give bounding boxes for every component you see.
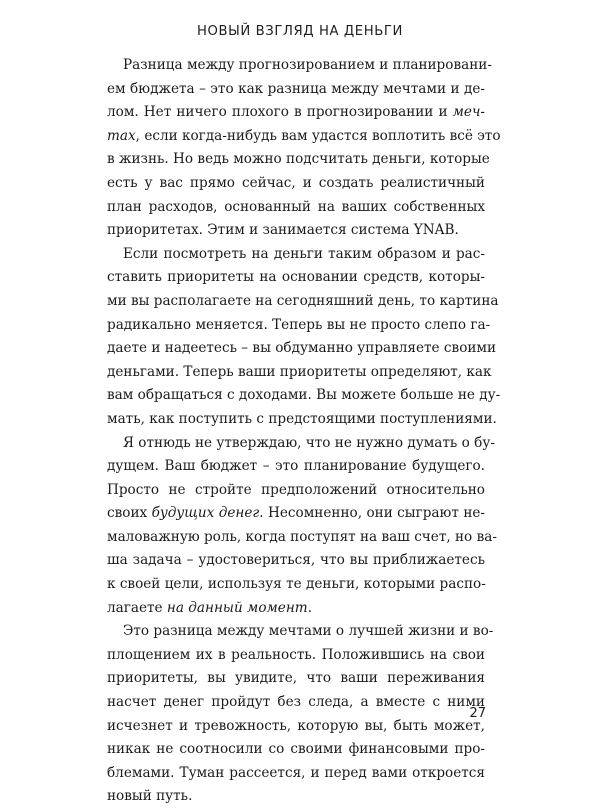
italic-text: тах	[107, 127, 136, 144]
text-line	[107, 148, 490, 172]
body-text	[107, 54, 501, 809]
text-segment: Если посмотреть на деньги таким образом и рас-	[123, 245, 485, 262]
text-segment: приоритеты, вы увидите, что ваши переживания	[107, 670, 485, 687]
text-line	[107, 691, 485, 715]
italic-text: меч-	[452, 104, 485, 121]
text-line	[107, 408, 497, 432]
text-line	[107, 54, 492, 78]
text-segment: Разница между прогнозированием и планировани-	[123, 57, 492, 73]
italic-text: будущих денег	[151, 505, 260, 522]
text-segment: маловажную роль, когда поступят на ваш счет, но ва-	[107, 528, 497, 545]
text-segment: Просто не стройте предположений относительно	[107, 481, 485, 498]
text-segment: , если когда-нибудь вам удастся воплотить всё это	[135, 127, 501, 144]
text-line	[107, 243, 485, 267]
text-line	[107, 172, 485, 196]
paragraph	[107, 54, 501, 243]
text-segment: своих	[107, 505, 152, 522]
text-segment: лагаете	[107, 599, 167, 616]
text-segment: ми вы располагаете на сегодняшний день, то картина	[107, 292, 499, 309]
text-line	[107, 502, 485, 526]
text-segment: ставить приоритеты на основании средств, которы-	[107, 269, 485, 286]
text-segment: Это разница между мечтами о лучшей жизни и во-	[123, 623, 494, 640]
text-line	[107, 785, 485, 809]
text-segment: Я отнюдь не утверждаю, что не нужно думать о бу-	[123, 434, 495, 451]
text-line	[107, 549, 485, 573]
text-segment: насчет денег пройдут без следа, а вместе с ними	[107, 694, 485, 711]
text-segment: мать, как поступить с предстоящими поступлениями.	[107, 410, 497, 427]
paragraph	[107, 432, 497, 621]
text-segment: ем бюджета – это как разница между мечтами и де-	[107, 80, 485, 97]
text-segment: даете и надеетесь – вы обдуманно управляете своими	[107, 340, 497, 357]
text-segment: лом. Нет ничего плохого в прогнозировании и	[107, 104, 453, 121]
text-segment: новый путь.	[107, 788, 193, 805]
text-segment: .	[307, 599, 313, 616]
text-line	[107, 667, 485, 691]
text-line	[107, 597, 485, 621]
italic-text: на данный момент	[166, 599, 308, 616]
text-segment: исчезнет и тревожность, которую вы, быть может,	[107, 717, 485, 734]
text-line	[107, 219, 485, 243]
text-line	[107, 432, 495, 456]
text-line	[107, 314, 491, 338]
text-segment: . Несомненно, они сыграют не-	[259, 505, 486, 522]
text-line	[107, 526, 497, 550]
text-line	[107, 479, 485, 503]
text-segment: вам обращаться с доходами. Вы можете больше не ду-	[107, 387, 501, 404]
text-line	[107, 125, 501, 149]
text-line	[107, 266, 485, 290]
text-segment: план расходов, основанный на ваших собственных	[107, 198, 485, 215]
text-line	[107, 738, 485, 762]
text-line	[107, 384, 501, 408]
page-number: 27	[469, 706, 486, 721]
text-segment: площением их в реальность. Положившись на свои	[107, 646, 485, 663]
text-line	[107, 620, 494, 644]
text-line	[107, 644, 485, 668]
text-segment: блемами. Туман рассеется, и перед вами откроется	[107, 764, 485, 781]
text-line	[107, 573, 485, 597]
text-segment: приоритетах. Этим и занимается система YNAB.	[107, 222, 459, 239]
text-segment: к своей цели, используя те деньги, которыми распо-	[107, 576, 486, 593]
text-segment: радикально меняется. Теперь вы не просто слепо га-	[107, 316, 491, 333]
text-segment: никак не соотносили со своими финансовыми про-	[107, 741, 485, 758]
paragraph	[107, 243, 501, 432]
text-line	[107, 196, 485, 220]
text-line	[107, 101, 485, 125]
paragraph	[107, 620, 494, 809]
text-line	[107, 337, 497, 361]
text-segment: дущем. Ваш бюджет – это планирование будущего.	[107, 458, 485, 475]
text-line	[107, 78, 485, 102]
running-head: НОВЫЙ ВЗГЛЯД НА ДЕНЬГИ	[197, 24, 403, 39]
text-segment: деньгами. Теперь ваши приоритеты определяют, как	[107, 363, 492, 380]
text-segment: в жизнь. Но ведь можно подсчитать деньги, которые	[107, 151, 490, 168]
text-line	[107, 715, 485, 739]
text-segment: есть у вас прямо сейчас, и создать реалистичный	[107, 174, 485, 191]
text-line	[107, 361, 492, 385]
text-line	[107, 762, 485, 786]
text-segment: ша задача – удостовериться, что вы приближаетесь	[107, 552, 485, 569]
text-line	[107, 290, 499, 314]
text-line	[107, 455, 485, 479]
